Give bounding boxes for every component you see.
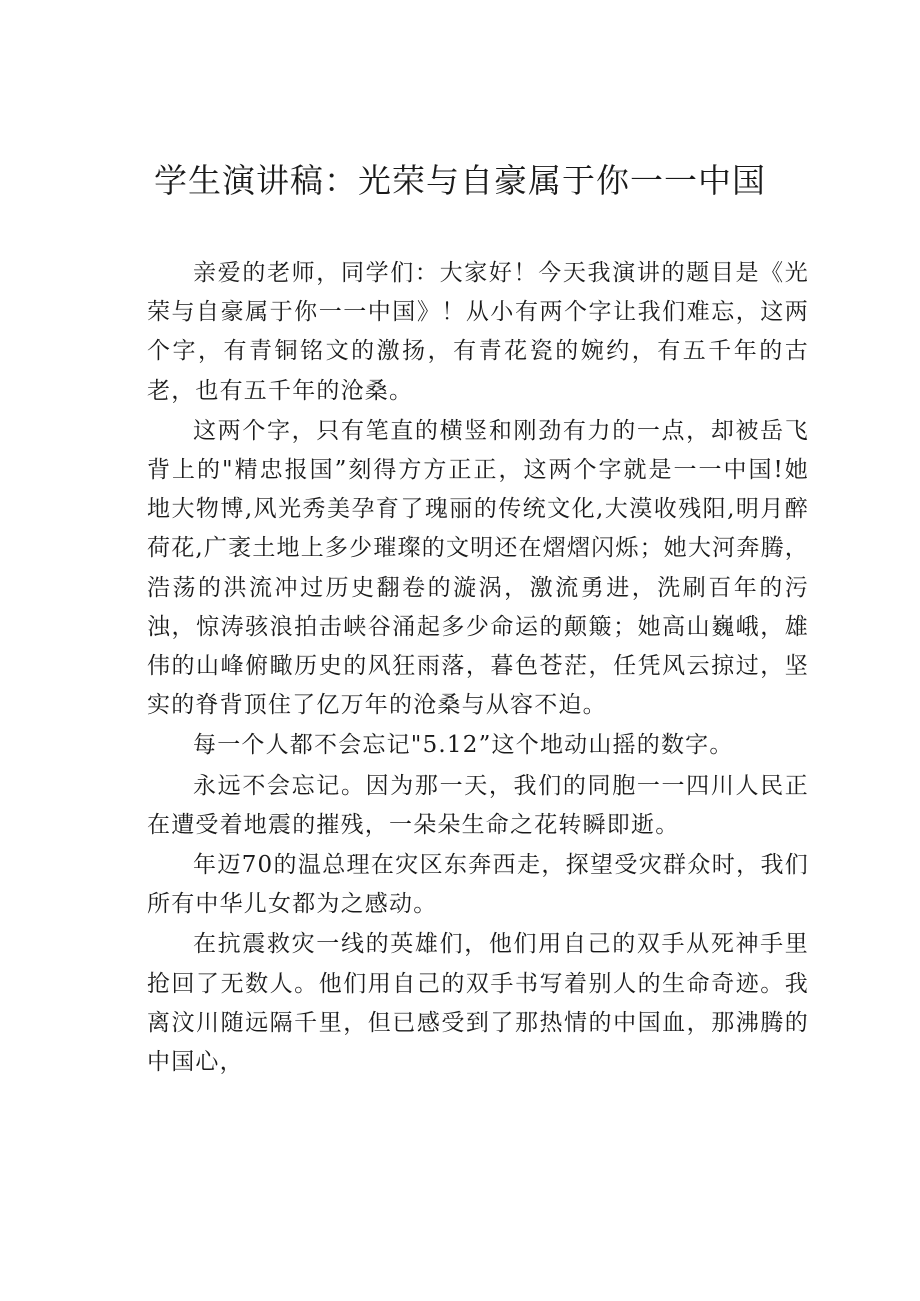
paragraph-heroes: 在抗震救灾一线的英雄们，他们用自己的双手从死神手里抢回了无数人。他们用自己的双手书写着别人的生命奇迹。我离汶川随远隔千里，但已感受到了那热情的中国血，那沸腾的中国心，: [147, 931, 809, 1076]
document-body: [147, 254, 809, 1083]
paragraph-512: 每一个人都不会忘记"5.12”这个地动山摇的数字。: [193, 732, 734, 759]
paragraph-premier: 年迈70的温总理在灾区东奔西走，探望受灾群众时，我们所有中华儿女都为之感动。: [147, 852, 809, 918]
paragraph-china: 这两个字，只有笔直的横竖和刚劲有力的一点，却被岳飞背上的"精忠报国”刻得方方正正，这两个字就是一一中国!她地大物博,风光秀美孕育了瑰丽的传统文化,大漠收残阳,明月醉荷花,广袤土地上多少璀璨的文明还在熠熠闪烁；她大河奔腾，浩荡的洪流冲过历史翻卷的漩涡，激流勇进，洗刷百年的污浊，惊涛骇浪拍击峡谷涌起多少命运的颠簸；她高山巍峨，雄伟的山峰俯瞰历史的风狂雨落，暮色苍茫，任凭风云掠过，坚实的脊背顶住了亿万年的沧桑与从容不迫。: [147, 417, 809, 719]
document-title: 学生演讲稿：光荣与自豪属于你一一中国: [154, 161, 766, 200]
paragraph-never-forget: 永远不会忘记。因为那一天，我们的同胞一一四川人民正在遭受着地震的摧残，一朵朵生命之花转瞬即逝。: [147, 772, 809, 838]
paragraph-greeting: 亲爱的老师，同学们：大家好！今天我演讲的题目是《光荣与自豪属于你一一中国》！从小有两个字让我们难忘，这两个字，有青铜铭文的激扬，有青花瓷的婉约，有五千年的古老，也有五千年的沧桑。: [147, 260, 809, 404]
